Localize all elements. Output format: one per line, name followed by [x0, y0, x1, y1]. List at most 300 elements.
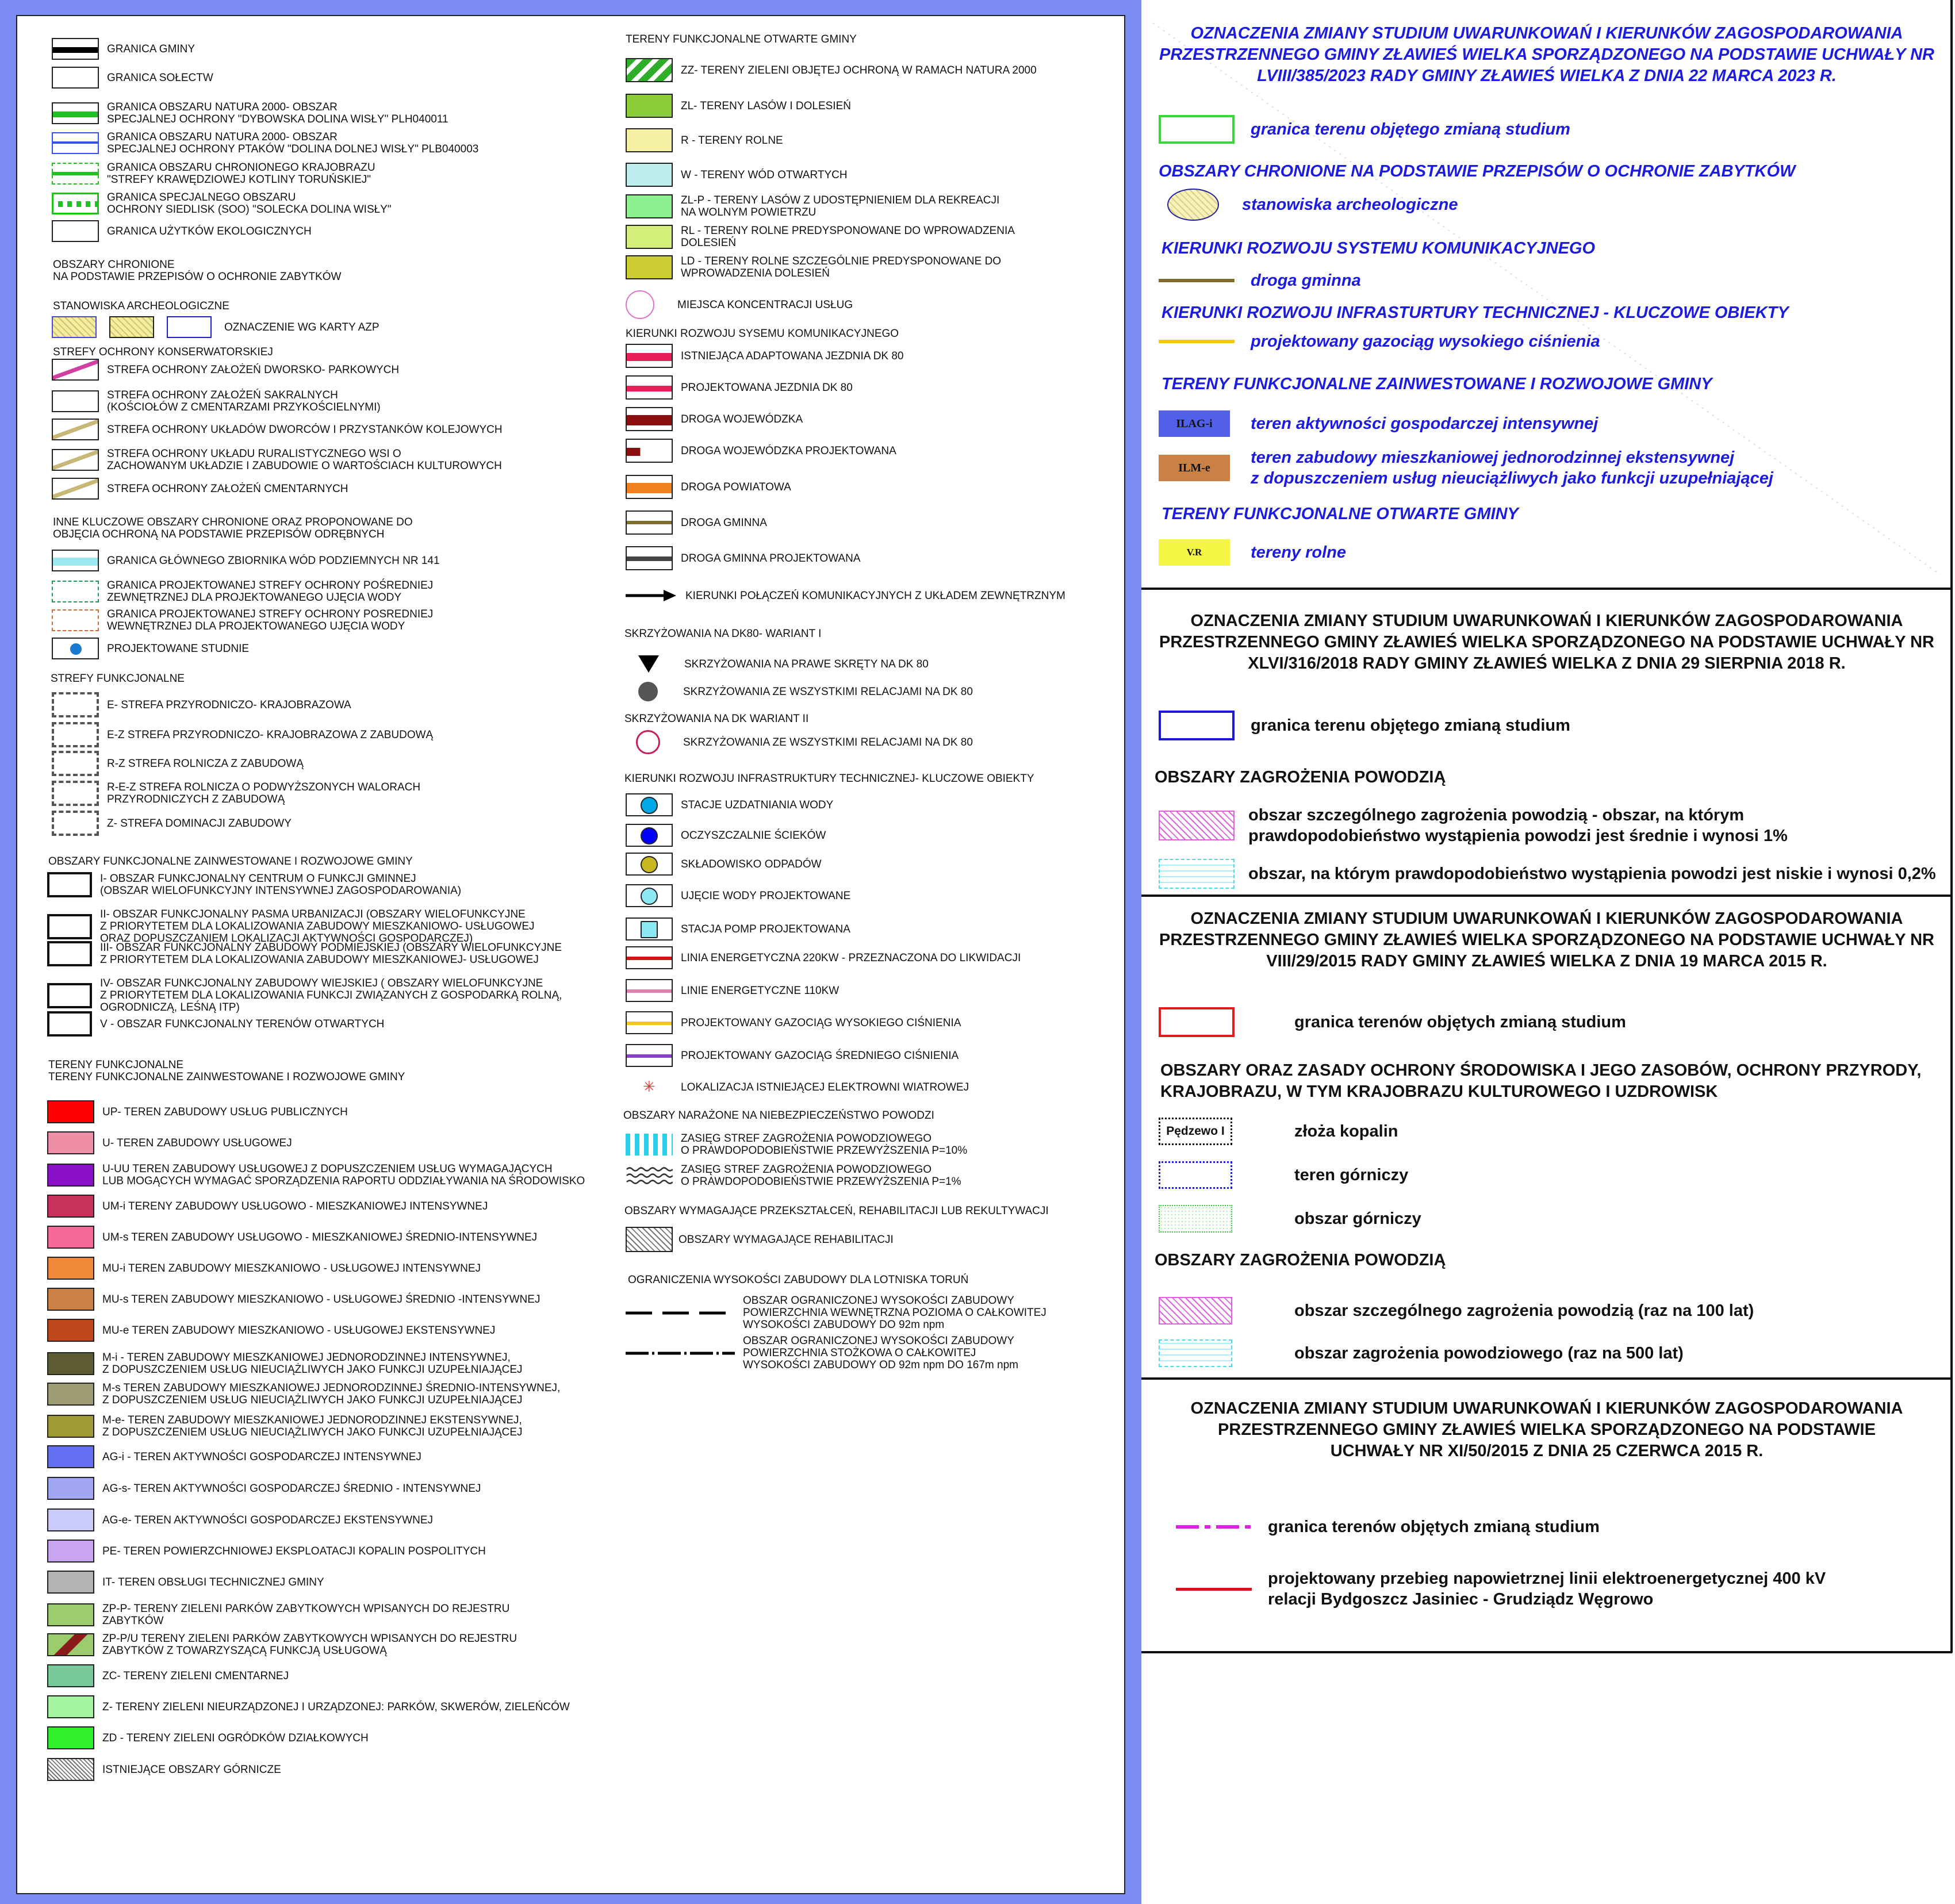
power-line-icon: [1176, 1588, 1252, 1591]
lotnisko-2-label: OBSZAR OGRANICZONEJ WYSOKOŚCI ZABUDOWY POWIERZCHNIA STOŻKOWA O CAŁKOWITEJ WYSOKOŚCI ZABUDOWY OD 92m npm DO 167m npm: [743, 1335, 1018, 1371]
open-area-swatch: [626, 255, 673, 279]
skrz1b-label: SKRZYŻOWANIA ZE WSZYSTKIMI RELACJAMI NA DK 80: [683, 685, 973, 698]
open-area-swatch: [626, 194, 673, 218]
legend-strefa-4-label: Z- STREFA DOMINACJI ZABUDOWY: [107, 817, 292, 830]
infra-swatch: [626, 946, 673, 969]
legend-otwarte-5-label: RL - TERENY ROLNE PREDYSPONOWANE DO WPROWADZENIA DOLESIEŃ: [681, 225, 1015, 249]
legend-teren-7-label: MU-e TEREN ZABUDOWY MIESZKANIOWO - USŁUGOWEJ EKSTENSYWNEJ: [102, 1324, 496, 1337]
color-swatch: [47, 1352, 94, 1375]
road-swatch: [626, 475, 673, 499]
infra-swatch: [626, 884, 673, 907]
rehab-label: OBSZARY WYMAGAJĄCE REHABILITACJI: [678, 1233, 894, 1246]
legend-inne-2-label: GRANICA PROJEKTOWANEJ STREFY OCHRONY POSREDNIEJ WEWNĘTRZNEJ DLA PROJEKTOWANEGO UJĘCIA WODY: [107, 608, 434, 632]
legend-komunikacja-4: [626, 475, 791, 499]
s3-legend-zloza: [1159, 1118, 1398, 1145]
s1-rolne-label: tereny rolne: [1251, 543, 1346, 562]
legend-komunikacja-5: [626, 510, 767, 535]
legend-otwarte-2: [626, 128, 783, 152]
kierunki-polaczen-label: KIERUNKI POŁĄCZEŃ KOMUNIKACYJNYCH Z UKŁADEM ZEWNĘTRZNYM: [685, 589, 1065, 602]
legend-koncentracja: [626, 290, 853, 319]
boundary-swatch: [52, 132, 99, 154]
dot-icon: [638, 682, 658, 701]
color-swatch: [47, 1477, 94, 1500]
legend-komunikacja-2: [626, 407, 803, 431]
magenta-dashdot-line: [1176, 1523, 1252, 1530]
legend-kierunki-polaczen: [626, 589, 1065, 602]
legend-obszar-2-label: III- OBSZAR FUNKCJONALNY ZABUDOWY PODMIEJSKIEJ (OBSZARY WIELOFUNKCYJNE Z PRIORYTETEM DLA LOKALIZOWANIA ZABUDOWY MIESZKANIOWEJ- USŁUGOWEJ: [100, 942, 562, 966]
infra-swatch: [626, 979, 673, 1002]
area-swatch: [47, 941, 92, 966]
legend-strefa-1: [52, 722, 433, 747]
legend-strefa-4: [52, 811, 292, 836]
legend-obszar-3: [47, 977, 562, 1014]
area-swatch: [47, 1011, 92, 1037]
legend-teren-20-label: ZD - TERENY ZIELENI OGRÓDKÓW DZIAŁKOWYCH: [102, 1732, 369, 1744]
legend-kons-0-label: STREFA OCHRONY ZAŁOŻEŃ DWORSKO- PARKOWYCH: [107, 363, 400, 376]
legend-teren-21-label: ISTNIEJĄCE OBSZARY GÓRNICZE: [102, 1763, 281, 1776]
legend-teren-11: [47, 1445, 421, 1468]
legend-strefa-1-label: E-Z STREFA PRZYRODNICZO- KRAJOBRAZOWA Z ZABUDOWĄ: [107, 728, 434, 741]
heading-infrastruktura: KIERUNKI ROZWOJU INFRASTRUKTURY TECHNICZNEJ- KLUCZOWE OBIEKTY: [624, 773, 1034, 785]
legend-teren-9-label: M-s TEREN ZABUDOWY MIESZKANIOWEJ JEDNORODZINNEJ ŚREDNIO-INTENSYWNEJ, Z DOPUSZCZENIEM USŁUG NIEUCIĄŻLIWYCH JAKO FUNKCJI UZUPEŁNIAJĄCEJ: [102, 1382, 561, 1406]
legend-obszar-2: [47, 941, 562, 966]
legend-strefa-0-label: E- STREFA PRZYRODNICZO- KRAJOBRAZOWA: [107, 698, 351, 711]
legend-c1-5-label: GRANICA SPECJALNEGO OBSZARU OCHRONY SIEDLISK (SOO) "SOLECKA DOLINA WISŁY": [107, 191, 392, 216]
legend-c1-2: [52, 101, 448, 125]
road-swatch: [626, 546, 673, 570]
legend-komunikacja-1: [626, 375, 853, 400]
legend-skrz1b: [638, 682, 973, 701]
color-swatch: [47, 1508, 94, 1531]
legend-teren-4: [47, 1226, 537, 1249]
legend-komunikacja-3-label: DROGA WOJEWÓDZKA PROJEKTOWANA: [681, 444, 896, 457]
s2-legend-granica: [1159, 711, 1570, 740]
legend-kons-3: [52, 448, 502, 472]
road-swatch: [626, 439, 673, 463]
legend-teren-19: [47, 1695, 570, 1718]
open-area-swatch: [626, 128, 673, 152]
legend-teren-14: [47, 1540, 486, 1563]
s2-heading-powodz: OBSZARY ZAGROŻENIA POWODZIĄ: [1155, 768, 1446, 786]
color-swatch: [47, 1415, 94, 1438]
zone-swatch: [52, 811, 99, 836]
red-boundary-swatch: [1159, 1007, 1235, 1037]
flood-high-swatch: [1159, 811, 1235, 840]
azp-swatch-3: [167, 316, 212, 338]
s4-legend-granica: [1176, 1517, 1600, 1537]
infra-swatch: [626, 1076, 673, 1099]
azp-swatch-1: [52, 316, 97, 338]
legend-teren-2: [47, 1163, 585, 1187]
s3-teren-gorniczy-label: teren górniczy: [1294, 1166, 1409, 1184]
azp-label: OZNACZENIE WG KARTY AZP: [224, 321, 379, 333]
powodz-2-label: ZASIĘG STREF ZAGROŻENIA POWODZIOWEGO O PRAWDOPODOBIEŃSTWIE PRZEWYŻSZENIA P=1%: [681, 1164, 961, 1188]
infra-icon: [641, 827, 658, 844]
legend-infra-9: [626, 1076, 969, 1099]
color-swatch: [47, 1195, 94, 1218]
infra-swatch: [626, 1011, 673, 1034]
legend-komunikacja-6-label: DROGA GMINNA PROJEKTOWANA: [681, 552, 861, 565]
color-swatch: [47, 1257, 94, 1280]
legend-komunikacja-4-label: DROGA POWIATOWA: [681, 481, 791, 493]
dashed-line-icon: [626, 1307, 735, 1319]
legend-teren-1-label: U- TEREN ZABUDOWY USŁUGOWEJ: [102, 1137, 292, 1149]
legend-c1-1: [52, 67, 213, 89]
legend-obszar-1-label: II- OBSZAR FUNKCJONALNY PASMA URBANIZACJI (OBSZARY WIELOFUNKCYJNE Z PRIORYTETEM DLA LOKALIZOWANIA ZABUDOWY MIESZKANIOWO- USŁUGOWEJ ORAZ DOPUSZCZANIEM LOKALIZACJI AKTYWNOŚCI GOSPODARCZEJ): [100, 908, 535, 945]
legend-c1-3-label: GRANICA OBSZARU NATURA 2000- OBSZAR SPECJALNEJ OCHRONY PTAKÓW "DOLINA DOLNEJ WISŁY" PLB040003: [107, 131, 479, 155]
boundary-swatch: [52, 193, 99, 214]
s1-legend-granica: [1159, 115, 1570, 144]
legend-c1-4-label: GRANICA OBSZARU CHRONIONEGO KRAJOBRAZU "STREFY KRAWĘDZIOWEJ KOTLINY TORUŃSKIEJ": [107, 162, 375, 186]
legend-infra-9-label: LOKALIZACJA ISTNIEJĄCEJ ELEKTROWNI WIATROWEJ: [681, 1081, 969, 1093]
legend-teren-8: [47, 1352, 523, 1376]
legend-teren-5-label: MU-i TEREN ZABUDOWY MIESZKANIOWO - USŁUGOWEJ INTENSYWNEJ: [102, 1262, 481, 1275]
legend-strefa-2: [52, 751, 304, 776]
legend-otwarte-2-label: R - TERENY ROLNE: [681, 134, 783, 147]
legend-otwarte-3-label: W - TERENY WÓD OTWARTYCH: [681, 168, 848, 181]
legend-teren-7: [47, 1319, 495, 1342]
road-swatch: [626, 407, 673, 431]
rehab-swatch: [626, 1227, 673, 1252]
protection-swatch: [52, 550, 99, 571]
zone-swatch: [52, 751, 99, 776]
s3-title: OZNACZENIA ZMIANY STUDIUM UWARUNKOWAŃ I KIERUNKÓW ZAGOSPODAROWANIA PRZESTRZENNEGO GMINY ZŁAWIEŚ WIELKA SPORZĄDZONEGO NA PODSTAWIE UCHWAŁY NR VIII/29/2015 RADY GMINY ZŁAWIEŚ WIELKA Z DNIA 19 MARCA 2015 R.: [1159, 909, 1934, 970]
separator-3: [1141, 1377, 1952, 1380]
legend-c1-3: [52, 131, 478, 155]
infra-icon: [641, 921, 658, 938]
s3-legend-granica: [1159, 1007, 1626, 1037]
open-area-swatch: [626, 225, 673, 249]
protection-swatch: [52, 638, 99, 659]
conservation-swatch: [52, 390, 99, 412]
legend-teren-15: [47, 1571, 324, 1594]
blue-boundary-swatch: [1159, 711, 1235, 740]
s4-legend-linia: [1176, 1568, 1826, 1610]
ilm-swatch: ILM-e: [1159, 455, 1230, 481]
skrz1a-label: SKRZYŻOWANIA NA PRAWE SKRĘTY NA DK 80: [684, 658, 929, 670]
boundary-swatch: [52, 102, 99, 124]
legend-infra-8: [626, 1044, 959, 1067]
legend-strefa-0: [52, 692, 351, 717]
legend-teren-21: [47, 1758, 281, 1781]
pedzewo-swatch: Pędzewo I: [1159, 1118, 1232, 1145]
boundary-swatch: [52, 67, 99, 89]
open-area-swatch: [626, 58, 673, 82]
legend-infra-8-label: PROJEKTOWANY GAZOCIĄG ŚREDNIEGO CIŚNIENIA: [681, 1049, 959, 1062]
heading-komunikacja: KIERUNKI ROZWOJU SYSEMU KOMUNIKACYJNEGO: [626, 328, 899, 340]
color-swatch: [47, 1383, 94, 1406]
color-swatch: [47, 1164, 94, 1187]
infra-swatch: [626, 793, 673, 816]
legend-infra-2-label: SKŁADOWISKO ODPADÓW: [681, 858, 822, 870]
heading-rehabilitacja: OBSZARY WYMAGAJĄCE PRZEKSZTAŁCEŃ, REHABILITACJI LUB REKULTYWACJI: [624, 1205, 1049, 1217]
color-swatch: [47, 1664, 94, 1687]
legend-lotnisko-2: [626, 1335, 1018, 1371]
s1-droga-label: droga gminna: [1251, 271, 1361, 290]
heading-powodz: OBSZARY NARAŻONE NA NIEBEZPIECZEŃSTWO POWODZI: [623, 1110, 934, 1122]
color-swatch: [47, 1226, 94, 1249]
legend-teren-13: [47, 1508, 433, 1531]
infra-swatch: [626, 918, 673, 941]
legend-teren-6-label: MU-s TEREN ZABUDOWY MIESZKANIOWO - USŁUGOWEJ ŚREDNIO -INTENSYWNEJ: [102, 1293, 540, 1306]
road-swatch: [626, 510, 673, 535]
s1-title: OZNACZENIA ZMIANY STUDIUM UWARUNKOWAŃ I KIERUNKÓW ZAGOSPODAROWANIA PRZESTRZENNEGO GMINY ZŁAWIEŚ WIELKA SPORZĄDZONEGO NA PODSTAWIE UCHWAŁY NR LVIII/385/2023 RADY GMINY ZŁAWIEŚ WIELKA Z DNIA 22 MARCA 2023 R.: [1159, 24, 1934, 85]
s2-title: OZNACZENIA ZMIANY STUDIUM UWARUNKOWAŃ I KIERUNKÓW ZAGOSPODAROWANIA PRZESTRZENNEGO GMINY ZŁAWIEŚ WIELKA SPORZĄDZONEGO NA PODSTAWIE UCHWAŁY NR XLVI/316/2018 RADY GMINY ZŁAWIEŚ WIELKA Z DNIA 29 SIERPNIA 2018 R.: [1159, 612, 1934, 673]
s1-legend-ilag: [1159, 410, 1598, 437]
legend-otwarte-0: [626, 58, 1037, 82]
legend-strefa-3-label: R-E-Z STREFA ROLNICZA O PODWYŻSZONYCH WALORACH PRZYRODNICZYCH Z ZABUDOWĄ: [107, 781, 421, 805]
legend-kons-2: [52, 419, 503, 440]
color-swatch: [47, 1758, 94, 1781]
color-swatch: [47, 1319, 94, 1342]
vr-swatch: V.R: [1159, 539, 1230, 566]
ring-icon: [636, 730, 660, 754]
s1-granica-label: granica terenu objętego zmianą studium: [1251, 120, 1570, 139]
legend-teren-17-label: ZP-P/U TERENY ZIELENI PARKÓW ZABYTKOWYCH WPISANYCH DO REJESTRU ZABYTKÓW Z TOWARZYSZĄCĄ FUNKCJĄ USŁUGOWĄ: [102, 1633, 518, 1657]
legend-inne-0-label: GRANICA GŁÓWNEGO ZBIORNIKA WÓD PODZIEMNYCH NR 141: [107, 554, 440, 567]
s3-zloza-label: złoża kopalin: [1294, 1122, 1398, 1141]
separator-4: [1141, 1651, 1952, 1653]
s2-legend-p1: [1159, 805, 1788, 846]
heading-obszary-funkcjonalne: OBSZARY FUNKCJONALNE ZAINWESTOWANE I ROZWOJOWE GMINY: [48, 855, 413, 867]
legend-inne-2: [52, 608, 433, 632]
legend-teren-4-label: UM-s TEREN ZABUDOWY USŁUGOWO - MIESZKANIOWEJ ŚREDNIO-INTENSYWNEJ: [102, 1231, 538, 1243]
legend-teren-20: [47, 1726, 369, 1749]
legend-teren-0: [47, 1100, 348, 1123]
green-boundary-swatch: [1159, 115, 1235, 144]
s3-p1-label: obszar szczególnego zagrożenia powodzią (raz na 100 lat): [1294, 1302, 1754, 1320]
legend-inne-3-label: PROJEKTOWANE STUDNIE: [107, 642, 250, 655]
legend-komunikacja-0: [626, 344, 904, 368]
legend-obszar-3-label: IV- OBSZAR FUNKCJONALNY ZABUDOWY WIEJSKIEJ ( OBSZARY WIELOFUNKCYJNE Z PRIORYTETEM DLA LOKALIZOWANIA FUNKCJI ZWIĄZANYCH Z GOSPODARKĄ ROLNĄ, OGRODNICZĄ, LEŚNĄ ITP): [100, 977, 562, 1014]
legend-infra-4-label: STACJA POMP PROJEKTOWANA: [681, 923, 850, 935]
zone-swatch: [52, 781, 99, 806]
conservation-swatch: [52, 359, 99, 381]
s1-heading-infra: KIERUNKI ROZWOJU INFRASTURTURY TECHNICZNEJ - KLUCZOWE OBIEKTY: [1162, 304, 1789, 322]
s3-heading-powodz: OBSZARY ZAGROŻENIA POWODZIĄ: [1155, 1251, 1446, 1269]
legend-teren-18: [47, 1664, 289, 1687]
s1-heading-komunikacja: KIERUNKI ROZWOJU SYSTEMU KOMUNIKACYJNEGO: [1162, 239, 1596, 258]
open-area-swatch: [626, 94, 673, 118]
legend-c1-2-label: GRANICA OBSZARU NATURA 2000- OBSZAR SPECJALNEJ OCHRONY "DYBOWSKA DOLINA WISŁY" PLH040011: [107, 101, 448, 125]
legend-infra-7-label: PROJEKTOWANY GAZOCIĄG WYSOKIEGO CIŚNIENIA: [681, 1016, 961, 1029]
legend-otwarte-0-label: ZZ- TERENY ZIELENI OBJĘTEJ OCHRONĄ W RAMACH NATURA 2000: [681, 64, 1037, 76]
legend-infra-6-label: LINIE ENERGETYCZNE 110KW: [681, 984, 839, 997]
zone-swatch: [52, 722, 99, 747]
legend-inne-1: [52, 579, 433, 604]
powodz-1-label: ZASIĘG STREF ZAGROŻENIA POWODZIOWEGO O PRAWDOPODOBIEŃSTWIE PRZEWYŻSZENIA P=10%: [681, 1133, 968, 1157]
legend-otwarte-4-label: ZL-P - TERENY LASÓW Z UDOSTĘPNIENIEM DLA REKREACJI NA WOLNYM POWIETRZU: [681, 194, 1000, 218]
zone-swatch: [52, 692, 99, 717]
heading-lotnisko: OGRANICZENIA WYSOKOŚCI ZABUDOWY DLA LOTNISKA TORUŃ: [628, 1274, 969, 1286]
legend-c1-4: [52, 162, 375, 186]
s2-p2-label: obszar, na którym prawdopodobieństwo wystąpienia powodzi jest niskie i wynosi 0,2%: [1248, 865, 1936, 883]
s1-legend-stanowiska: [1167, 189, 1458, 221]
legend-komunikacja-2-label: DROGA WOJEWÓDZKA: [681, 413, 803, 425]
heading-strefy-konserwatorskie: STREFY OCHRONY KONSERWATORSKIEJ: [53, 346, 273, 358]
legend-kons-1-label: STREFA OCHRONY ZAŁOŻEŃ SAKRALNYCH (KOŚCIOŁÓW Z CMENTARZAMI PRZYKOŚCIELNYMI): [107, 389, 381, 413]
legend-inne-1-label: GRANICA PROJEKTOWANEJ STREFY OCHRONY POŚREDNIEJ ZEWNĘTRZNEJ DLA PROJEKTOWANEGO UJĘCIA WODY: [107, 579, 434, 604]
legend-otwarte-5: [626, 225, 1015, 249]
legend-teren-19-label: Z- TERENY ZIELENI NIEURZĄDZONEJ I URZĄDZONEJ: PARKÓW, SKWERÓW, ZIELEŃCÓW: [102, 1700, 570, 1713]
legend-otwarte-6-label: LD - TERENY ROLNE SZCZEGÓLNIE PREDYSPONOWANE DO WPROWADZENIA DOLESIEŃ: [681, 255, 1002, 279]
conservation-swatch: [52, 419, 99, 440]
infra-swatch: [626, 1044, 673, 1067]
legend-teren-2-label: U-UU TEREN ZABUDOWY USŁUGOWEJ Z DOPUSZCZENIEM USŁUG WYMAGAJĄCYCH LUB MOGĄCYCH WYMAGAĆ SPORZĄDZENIA RAPORTU ODDZIAŁYWANIA NA ŚRODOWISKO: [102, 1163, 585, 1187]
heading-skrzyzowania-2: SKRZYŻOWANIA NA DK WARIANT II: [624, 713, 809, 725]
s1-legend-droga: [1159, 270, 1361, 291]
legend-teren-16-label: ZP-P- TERENY ZIELENI PARKÓW ZABYTKOWYCH WPISANYCH DO REJESTRU ZABYTKÓW: [102, 1603, 510, 1627]
legend-infra-3-label: UJĘCIE WODY PROJEKTOWANE: [681, 889, 851, 902]
legend-teren-14-label: PE- TEREN POWIERZCHNIOWEJ EKSPLOATACJI KOPALIN POSPOLITYCH: [102, 1545, 486, 1557]
ilag-swatch: ILAG-i: [1159, 410, 1230, 437]
s2-legend-p2: [1159, 859, 1936, 889]
skrz2-label: SKRZYŻOWANIA ZE WSZYSTKIMI RELACJAMI NA DK 80: [683, 736, 973, 748]
legend-infra-1-label: OCZYSZCZALNIE ŚCIEKÓW: [681, 829, 826, 842]
legend-infra-0-label: STACJE UZDATNIANIA WODY: [681, 799, 834, 811]
triangle-down-icon: [637, 654, 660, 674]
legend-otwarte-1-label: ZL- TERENY LASÓW I DOLESIEŃ: [681, 99, 851, 112]
conservation-swatch: [52, 478, 99, 500]
area-swatch: [47, 983, 92, 1008]
infra-swatch: [626, 853, 673, 876]
legend-infra-1: [626, 824, 826, 847]
legend-c1-6: [52, 220, 312, 242]
heading-chronione: OBSZARY CHRONIONE NA PODSTAWIE PRZEPISÓW O OCHRONIE ZABYTKÓW: [53, 259, 342, 283]
color-swatch: [47, 1100, 94, 1123]
legend-komunikacja-0-label: ISTNIEJĄCA ADAPTOWANA JEZDNIA DK 80: [681, 350, 904, 362]
color-swatch: [47, 1571, 94, 1594]
legend-otwarte-1: [626, 94, 851, 118]
legend-kons-4-label: STREFA OCHRONY ZAŁOŻEŃ CMENTARNYCH: [107, 482, 348, 495]
flood-100-swatch: [1159, 1297, 1232, 1325]
heading-skrzyzowania-1: SKRZYŻOWANIA NA DK80- WARIANT I: [624, 628, 822, 640]
color-swatch: [47, 1603, 94, 1626]
s3-granica-label: granica terenów objętych zmianą studium: [1294, 1013, 1626, 1031]
legend-infra-6: [626, 979, 839, 1002]
legend-obszar-1: [47, 908, 535, 945]
legend-c1-5: [52, 191, 392, 216]
legend-kons-0: [52, 359, 399, 381]
s1-ilm-label: teren zabudowy mieszkaniowej jednorodzinnej ekstensywnej z dopuszczeniem usług nieuciążliwych jako funkcji uzupełniającej: [1251, 448, 1773, 487]
legend-komunikacja-5-label: DROGA GMINNA: [681, 516, 767, 529]
separator-1: [1141, 588, 1952, 590]
s1-legend-gaz: [1159, 331, 1600, 352]
legend-obszar-0: [47, 872, 461, 897]
well-icon: [70, 643, 82, 655]
infra-icon: [641, 856, 658, 873]
legend-kons-4: [52, 478, 348, 500]
legend-inne-3: [52, 638, 249, 659]
circle-icon: [626, 290, 654, 319]
s3-p2-label: obszar zagrożenia powodziowego (raz na 500 lat): [1294, 1344, 1684, 1362]
road-swatch: [626, 344, 673, 368]
color-swatch: [47, 1540, 94, 1563]
color-swatch: [47, 1695, 94, 1718]
infra-icon: [641, 888, 658, 905]
legend-powodz-1: [626, 1133, 967, 1157]
legend-inne-0: [52, 550, 440, 571]
s2-p1-label: obszar szczególnego zagrożenia powodzią - obszar, na którym prawdopodobieństwo wystąpienia powodzi jest średnie i wynosi 1%: [1248, 806, 1788, 845]
infra-icon: [641, 797, 658, 814]
legend-teren-17: [47, 1633, 517, 1657]
road-line-icon: [1159, 279, 1235, 282]
mining-area-swatch: [1159, 1161, 1232, 1189]
legend-teren-0-label: UP- TEREN ZABUDOWY USŁUG PUBLICZNYCH: [102, 1105, 348, 1118]
boundary-swatch: [52, 220, 99, 242]
heading-tereny-funkcjonalne: TERENY FUNKCJONALNE TERENY FUNKCJONALNE ZAINWESTOWANE I ROZWOJOWE GMINY: [48, 1059, 405, 1083]
legend-kons-1: [52, 389, 381, 413]
lotnisko-1-label: OBSZAR OGRANICZONEJ WYSOKOŚCI ZABUDOWY POWIERZCHNIA WEWNĘTRZNA POZIOMA O CAŁKOWITEJ WYSOKOŚCI ZABUDOWY DO 92m npm: [743, 1295, 1046, 1331]
s1-legend-ilm: [1159, 447, 1773, 489]
legend-teren-10-label: M-e- TEREN ZABUDOWY MIESZKANIOWEJ JEDNORODZINNEJ EKSTENSYWNEJ, Z DOPUSZCZENIEM USŁUG NIEUCIĄŻLIWYCH JAKO FUNKCJI UZUPEŁNIAJĄCEJ: [102, 1414, 523, 1438]
color-swatch: [47, 1726, 94, 1749]
s2-granica-label: granica terenu objętego zmianą studium: [1251, 716, 1570, 735]
legend-komunikacja-6: [626, 546, 861, 570]
area-swatch: [47, 872, 92, 897]
s3-legend-p1: [1159, 1297, 1754, 1325]
legend-teren-18-label: ZC- TERENY ZIELENI CMENTARNEJ: [102, 1669, 289, 1682]
flood-10-swatch: [626, 1134, 673, 1156]
boundary-swatch: [52, 163, 99, 185]
infra-swatch: [626, 824, 673, 847]
open-area-swatch: [626, 163, 673, 187]
s1-heading-tereny: TERENY FUNKCJONALNE ZAINWESTOWANE I ROZWOJOWE GMINY: [1162, 375, 1712, 393]
heading-stanowiska: STANOWISKA ARCHEOLOGICZNE: [53, 300, 229, 312]
heading-otwarte: TERENY FUNKCJONALNE OTWARTE GMINY: [626, 33, 857, 45]
legend-komunikacja-3: [626, 439, 896, 463]
s1-legend-rolne: [1159, 539, 1346, 566]
legend-strefa-2-label: R-Z STREFA ROLNICZA Z ZABUDOWĄ: [107, 757, 304, 770]
legend-kons-2-label: STREFA OCHRONY UKŁADÓW DWORCÓW I PRZYSTANKÓW KOLEJOWYCH: [107, 423, 503, 436]
ellipse-hatch-icon: [1167, 189, 1219, 221]
wind-turbine-icon: ✳: [643, 1078, 656, 1095]
legend-infra-7: [626, 1011, 961, 1034]
legend-obszar-4-label: V - OBSZAR FUNKCJONALNY TERENÓW OTWARTYCH: [100, 1018, 385, 1030]
legend-infra-0: [626, 793, 833, 816]
flood-1-swatch: [626, 1165, 673, 1187]
legend-lotnisko-1: [626, 1295, 1046, 1331]
legend-strefa-3: [52, 781, 420, 806]
legend-c1-0-label: GRANICA GMINY: [107, 43, 195, 55]
legend-teren-12: [47, 1477, 481, 1500]
legend-teren-13-label: AG-e- TEREN AKTYWNOŚCI GOSPODARCZEJ EKSTENSYWNEJ: [102, 1514, 434, 1526]
s3-legend-teren-gorniczy: [1159, 1161, 1408, 1189]
s1-stanowiska-label: stanowiska archeologiczne: [1242, 195, 1458, 214]
legend-teren-3-label: UM-i TERENY ZABUDOWY USŁUGOWO - MIESZKANIOWEJ INTENSYWNEJ: [102, 1200, 488, 1212]
koncentracja-label: MIEJSCA KONCENTRACJI USŁUG: [677, 298, 853, 311]
heading-inne: INNE KLUCZOWE OBSZARY CHRONIONE ORAZ PROPONOWANE DO OBJĘCIA OCHRONĄ NA PODSTAWIE PRZEPISÓW ODRĘBNYCH: [53, 516, 413, 540]
legend-kons-3-label: STREFA OCHRONY UKŁADU RURALISTYCZNEGO WSI O ZACHOWANYM UKŁADZIE I ZABUDOWIE O WARTOŚCIACH KULTUROWYCH: [107, 448, 502, 472]
protection-swatch: [52, 609, 99, 631]
legend-c1-1-label: GRANICA SOŁECTW: [107, 71, 213, 84]
s4-title: OZNACZENIA ZMIANY STUDIUM UWARUNKOWAŃ I KIERUNKÓW ZAGOSPODAROWANIA PRZESTRZENNEGO GMINY ZŁAWIEŚ WIELKA SPORZĄDZONEGO NA PODSTAWIE UCHWAŁY NR XI/50/2015 Z DNIA 25 CZERWCA 2015 R.: [1190, 1399, 1903, 1460]
s1-gaz-label: projektowany gazociąg wysokiego ciśnienia: [1251, 332, 1600, 351]
s1-heading-otwarte: TERENY FUNKCJONALNE OTWARTE GMINY: [1162, 505, 1519, 523]
protection-swatch: [52, 581, 99, 602]
s4-granica-label: granica terenów objętych zmianą studium: [1268, 1518, 1600, 1536]
legend-teren-15-label: IT- TEREN OBSŁUGI TECHNICZNEJ GMINY: [102, 1576, 324, 1588]
legend-infra-5: [626, 946, 1021, 969]
legend-teren-5: [47, 1257, 481, 1280]
legend-rehabilitacja: [626, 1227, 894, 1252]
area-swatch: [47, 914, 92, 939]
color-swatch: [47, 1288, 94, 1311]
separator-2: [1141, 895, 1952, 897]
s1-heading-zabytki: OBSZARY CHRONIONE NA PODSTAWIE PRZEPISÓW O OCHRONIE ZABYTKÓW: [1159, 162, 1796, 181]
legend-infra-4: [626, 918, 850, 941]
boundary-swatch: [52, 38, 99, 60]
